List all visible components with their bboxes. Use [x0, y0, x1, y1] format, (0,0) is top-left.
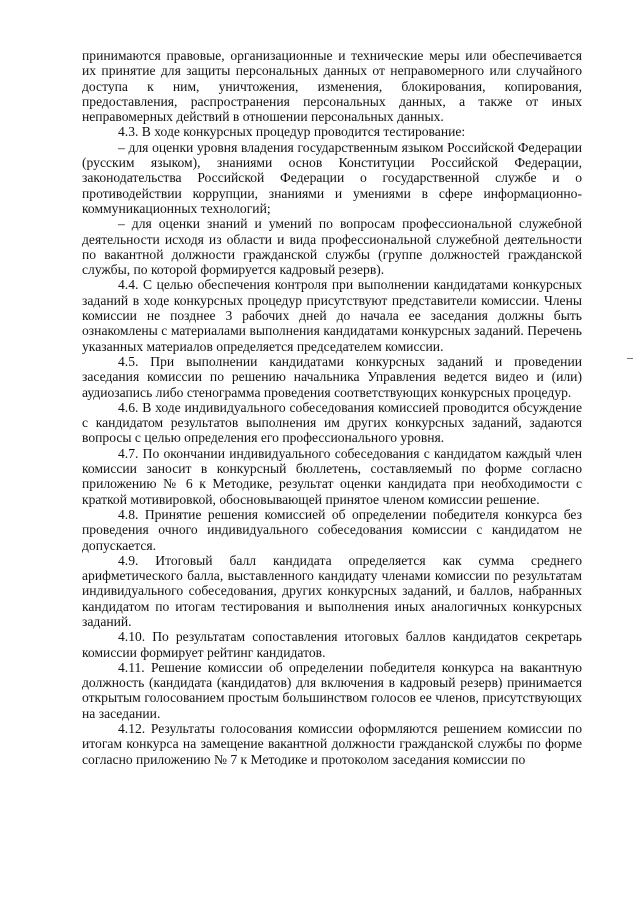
paragraph-4-3: 4.3. В ходе конкурсных процедур проводится тестирование:: [118, 124, 466, 140]
paragraph-4-10: 4.10. По результатам сопоставления итоговых баллов кандидатов секретарь комиссии формирует рейтинг кандидатов.: [82, 629, 582, 660]
paragraph-4-9: 4.9. Итоговый балл кандидата определяется как сумма среднего арифметического балла, выставленного кандидату членами комиссии по результатам индивидуального собеседования, других конкурсных заданий, и баллов, набранных кандидатом по итогам тестирования и выполнения иных аналогичных конкурсных заданий.: [82, 552, 582, 629]
document-page: [82, 48, 582, 767]
paragraph-4-7: 4.7. По окончании индивидуального собеседования с кандидатом каждый член комиссии заносит в конкурсный бюллетень, составляемый по форме согласно приложению № 6 к Методике, результат оценки кандидата при необходимости с краткой мотивировкой, обосновывающей принятое членом комиссии решение.: [82, 445, 582, 507]
margin-mark: [627, 358, 633, 359]
paragraph-4-4: 4.4. С целью обеспечения контроля при выполнении кандидатами конкурсных заданий в ходе конкурсных процедур присутствуют представители комиссии. Члены комиссии не позднее 3 рабочих дней до начала ее заседания должны быть ознакомлены с материалами выполнения кандидатами конкурсных заданий. Перечень указанных материалов определяется председателем комиссии.: [82, 277, 582, 354]
paragraph-4-6: 4.6. В ходе индивидуального собеседования комиссией проводится обсуждение с кандидатом результатов выполнения им других конкурсных заданий, задаются вопросы с целью определения его профессионального уровня.: [82, 399, 582, 446]
paragraph-4-5: 4.5. При выполнении кандидатами конкурсных заданий и проведении заседания комиссии по решению начальника Управления ведется видео и (или) аудиозапись либо стенограмма проведения соответствующих конкурсных процедур.: [82, 353, 582, 400]
list-item-professional-test: – для оценки знаний и умений по вопросам профессиональной служебной деятельности исходя из области и вида профессиональной служебной деятельности по вакантной должности гражданской службы (группе должностей гражданской службы, по которой формируется кадровый резерв).: [82, 216, 582, 278]
paragraph-4-12: 4.12. Результаты голосования комиссии оформляются решением комиссии по итогам конкурса на замещение вакантной должности гражданской службы по форме согласно приложению № 7 к Методике и протоколом заседания комиссии по: [82, 721, 582, 767]
paragraph-4-8: 4.8. Принятие решения комиссией об определении победителя конкурса без проведения очного индивидуального собеседования комиссии с кандидатом не допускается.: [82, 506, 582, 553]
paragraph-continuation: принимаются правовые, организационные и технические меры или обеспечивается их принятие для защиты персональных данных от неправомерного или случайного доступа к ним, уничтожения, изменения, блокирования, копирования, предоставления, распространения персональных данных, а также от иных неправомерных действий в отношении персональных данных.: [82, 48, 582, 125]
list-item-language-test: – для оценки уровня владения государственным языком Российской Федерации (русским языком), знаниями основ Конституции Российской Федерации, законодательства Российской Федерации о государственной службе и о противодействии коррупции, знаниями и умениями в сфере информационно-коммуникационных технологий;: [82, 139, 582, 216]
paragraph-4-11: 4.11. Решение комиссии об определении победителя конкурса на вакантную должность (кандидата (кандидатов) для включения в кадровый резерв) принимается открытым голосованием простым большинством голосов ее членов, присутствующих на заседании.: [82, 659, 582, 721]
